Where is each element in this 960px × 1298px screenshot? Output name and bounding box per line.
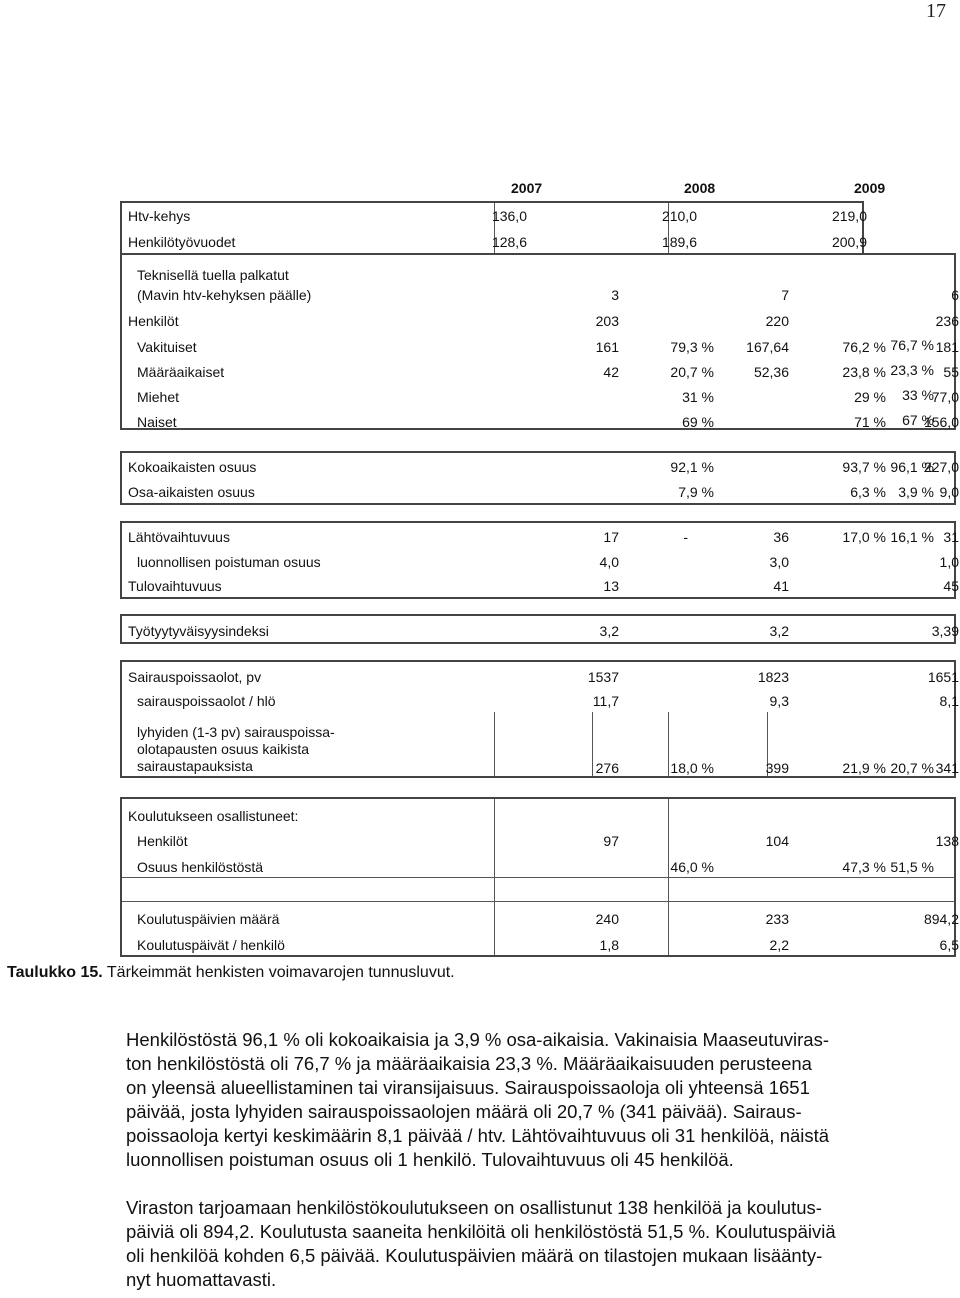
pct-2009: 96,1 % <box>890 459 934 475</box>
row-label: Kokoaikaisten osuus <box>128 459 257 475</box>
value-2009: 341 <box>935 760 959 776</box>
row-label: Henkilöt <box>128 313 179 329</box>
table-caption <box>7 964 455 982</box>
value-2008: 104 <box>765 833 789 849</box>
table-block-vaihtuvuus <box>120 521 959 599</box>
row-label: lyhyiden (1-3 pv) sairauspoissa- <box>137 724 335 740</box>
value-2007: 13 <box>603 578 619 594</box>
pct-2009: 20,7 % <box>890 760 934 776</box>
row-label: (Mavin htv-kehyksen päälle) <box>137 287 312 303</box>
row-label: olotapausten osuus kaikista <box>137 741 309 757</box>
value-2009: 181 <box>935 339 959 355</box>
value-2007: 3 <box>611 287 619 303</box>
pct-2007: 20,7 % <box>670 364 714 380</box>
row-label: Henkilöt <box>137 833 188 849</box>
value-2007: 1537 <box>587 669 619 685</box>
pct-2008: 47,3 % <box>842 859 886 875</box>
value-2008: 9,3 <box>769 693 789 709</box>
paragraph-line: päivää, josta lyhyiden sairauspoissaolojen määrä oli 20,7 % (341 päivää). Sairaus- <box>126 1101 802 1122</box>
caption-number: Taulukko 15. <box>7 964 103 981</box>
pct-2007: 18,0 % <box>670 760 714 776</box>
value-2007: 276 <box>595 760 619 776</box>
row-label: Koulutukseen osallistuneet: <box>128 808 299 824</box>
paragraph-line: Henkilöstöstä 96,1 % oli kokoaikaisia ja 3,9 % osa-aikaisia. Vakinaisia Maaseutuviras- <box>126 1029 829 1050</box>
value-2007: 203 <box>595 313 619 329</box>
pct-2008: 93,7 % <box>842 459 886 475</box>
value-2008: 2,2 <box>769 937 789 953</box>
year-header-2009: 2009 <box>854 180 886 196</box>
value-2009: 894,2 <box>923 911 959 927</box>
pct-2007: 79,3 % <box>670 339 714 355</box>
caption-text: Tärkeimmät henkisten voimavarojen tunnusluvut. <box>102 964 455 981</box>
row-label: Htv-kehys <box>128 208 191 224</box>
value-2007: 136,0 <box>491 208 527 224</box>
row-label: Työtyytyväisyysindeksi <box>128 623 269 639</box>
pct-2007: 31 % <box>682 389 714 405</box>
row-label: Osuus henkilöstöstä <box>137 859 264 875</box>
table-block-htv <box>120 201 867 255</box>
value-2009: 138 <box>935 833 959 849</box>
pct-2009: 51,5 % <box>890 859 934 875</box>
row-label: Lähtövaihtuvuus <box>128 529 230 545</box>
table-block-tyotyytyvaisyys <box>120 614 959 644</box>
pct-2009: 16,1 % <box>890 529 934 545</box>
year-header-2007: 2007 <box>511 180 543 196</box>
value-2007: 11,7 <box>592 693 619 709</box>
value-2009: 200,9 <box>831 234 867 250</box>
value-2007: 161 <box>595 339 619 355</box>
paragraph-line: luonnollisen poistuman osuus oli 1 henkilö. Tulovaihtuvuus oli 45 henkilöä. <box>126 1149 734 1170</box>
value-2009: 3,39 <box>931 623 959 639</box>
value-2007: 97 <box>603 833 619 849</box>
row-label: luonnollisen poistuman osuus <box>137 554 321 570</box>
paragraph-line: Viraston tarjoamaan henkilöstökoulutukseen on osallistunut 138 henkilöä ja koulutus- <box>126 1197 822 1218</box>
value-2009: 227,0 <box>923 459 959 475</box>
value-2009: 45 <box>943 578 959 594</box>
row-label: Määräaikaiset <box>137 364 225 380</box>
value-2009: 31 <box>943 529 959 545</box>
value-2009: 156,0 <box>923 414 959 430</box>
pct-2009: 33 % <box>902 387 934 403</box>
row-label: sairauspoissaolot / hlö <box>137 693 276 709</box>
paragraph-line: on yleensä alueellistaminen tai viransijaisuus. Sairauspoissaoloja oli yhteensä 1651 <box>126 1077 810 1098</box>
value-2008: 1823 <box>757 669 789 685</box>
value-2008: 3,2 <box>769 623 789 639</box>
row-label: sairaustapauksista <box>137 758 253 774</box>
pct-2007: 69 % <box>682 414 714 430</box>
value-2009: 6,5 <box>939 937 959 953</box>
value-2008: 52,36 <box>753 364 789 380</box>
row-label: Miehet <box>137 389 180 405</box>
table-block-tyoaika <box>120 451 959 505</box>
value-2008: 210,0 <box>661 208 697 224</box>
pct-2008: 71 % <box>854 414 886 430</box>
year-header-2008: 2008 <box>684 180 716 196</box>
row-label: Sairauspoissaolot, pv <box>128 669 262 685</box>
pct-2009: 76,7 % <box>890 337 934 353</box>
value-2008: 233 <box>765 911 789 927</box>
pct-2007: - <box>683 529 688 545</box>
value-2007: 1,8 <box>599 937 619 953</box>
paragraph-line: nyt huomattavasti. <box>126 1269 277 1290</box>
value-2008: 167,64 <box>746 339 789 355</box>
paragraph-line: poissaoloja kertyi keskimäärin 8,1 päivää / htv. Lähtövaihtuvuus oli 31 henkilöä, näistä <box>126 1125 830 1146</box>
table-block-henkilot <box>120 253 959 430</box>
pct-2009: 23,3 % <box>890 362 934 378</box>
body-paragraph-1 <box>126 1028 956 1172</box>
value-2008: 7 <box>781 287 789 303</box>
pct-2007: 7,9 % <box>678 484 714 500</box>
row-label: Koulutuspäivät / henkilö <box>137 937 285 953</box>
body-paragraph-2 <box>126 1196 956 1292</box>
paragraph-line: oli henkilöä kohden 6,5 päivää. Koulutuspäivien määrä on tilastojen mukaan lisäänty- <box>126 1245 823 1266</box>
value-2008: 399 <box>765 760 789 776</box>
value-2008: 220 <box>765 313 789 329</box>
value-2007: 240 <box>595 911 619 927</box>
value-2009: 6 <box>951 287 959 303</box>
pct-2008: 21,9 % <box>842 760 886 776</box>
value-2009: 1651 <box>927 669 959 685</box>
value-2008: 36 <box>773 529 789 545</box>
page-number: 17 <box>926 0 946 22</box>
pct-2008: 6,3 % <box>850 484 886 500</box>
value-2007: 128,6 <box>491 234 527 250</box>
row-label: Tulovaihtuvuus <box>128 578 222 594</box>
value-2009: 236 <box>935 313 959 329</box>
paragraph-line: päiviä oli 894,2. Koulutusta saaneita henkilöitä oli henkilöstöstä 51,5 %. Koulutuspäiviä <box>126 1221 836 1242</box>
pct-2008: 23,8 % <box>842 364 886 380</box>
value-2008: 189,6 <box>661 234 697 250</box>
table-block-koulutus <box>120 797 959 957</box>
value-2008: 3,0 <box>769 554 789 570</box>
row-label: Naiset <box>137 414 177 430</box>
value-2009: 55 <box>943 364 959 380</box>
value-2009: 219,0 <box>831 208 867 224</box>
row-label: Koulutuspäivien määrä <box>137 911 280 927</box>
value-2008: 41 <box>773 578 789 594</box>
row-label: Teknisellä tuella palkatut <box>137 267 289 283</box>
value-2009: 77,0 <box>931 389 959 405</box>
value-2007: 17 <box>603 529 619 545</box>
value-2007: 42 <box>603 364 619 380</box>
row-label: Henkilötyövuodet <box>128 234 236 250</box>
pct-2007: 92,1 % <box>670 459 714 475</box>
value-2009: 8,1 <box>939 693 959 709</box>
row-label: Osa-aikaisten osuus <box>128 484 255 500</box>
table-block-sairauspoissaolot <box>120 660 959 778</box>
value-2009: 9,0 <box>939 484 959 500</box>
value-2007: 3,2 <box>599 623 619 639</box>
pct-2009: 67 % <box>902 412 934 428</box>
value-2009: 1,0 <box>939 554 959 570</box>
row-label: Vakituiset <box>137 339 197 355</box>
pct-2008: 17,0 % <box>842 529 886 545</box>
value-2007: 4,0 <box>599 554 619 570</box>
pct-2007: 46,0 % <box>670 859 714 875</box>
pct-2008: 76,2 % <box>842 339 886 355</box>
pct-2008: 29 % <box>854 389 886 405</box>
pct-2009: 3,9 % <box>898 484 934 500</box>
paragraph-line: ton henkilöstöstä oli 76,7 % ja määräaikaisia 23,3 %. Määräaikaisuuden perusteena <box>126 1053 812 1074</box>
